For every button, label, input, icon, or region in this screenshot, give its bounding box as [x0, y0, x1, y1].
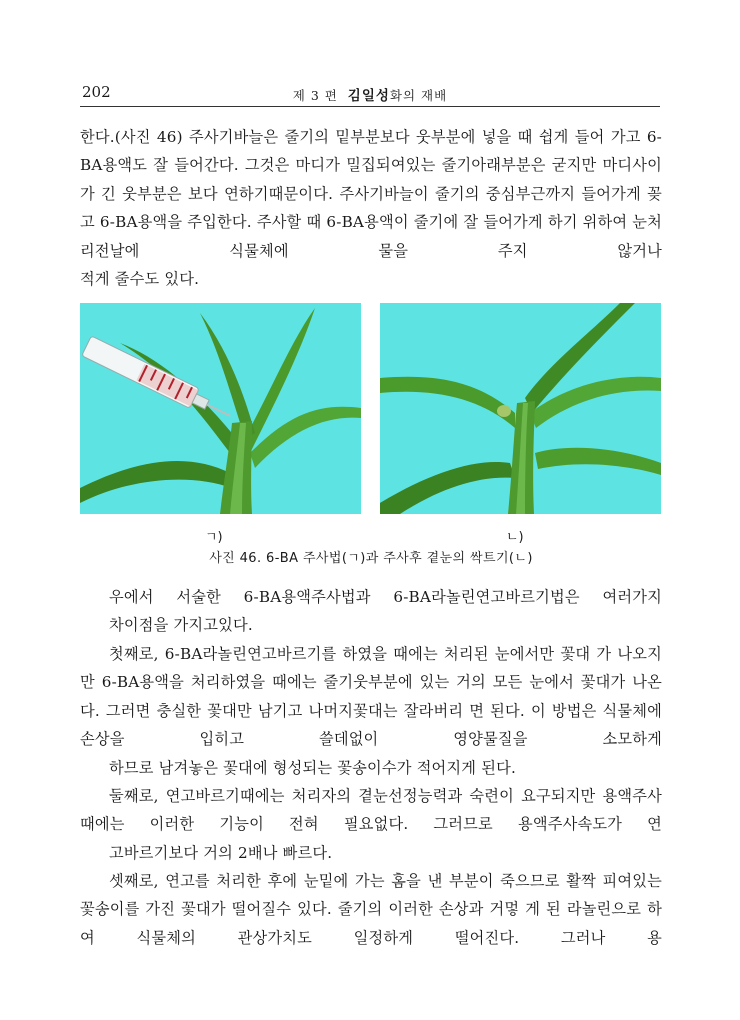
running-title [80, 84, 660, 104]
p5-line-1: 셋째로, 연고를 처리한 후에 눈밑에 가는 홈을 낸 부분이 죽으므로 활짝 [109, 872, 596, 890]
p1-line-6: 적게 줄수도 있다. [80, 270, 200, 289]
p4-line-1: 둘째로, 연고바르기때에는 처리자의 곁눈선정능력과 숙련이 요구되지만 [109, 787, 596, 805]
figure-label-a: ㄱ) [205, 530, 223, 545]
p5-line-2: 피여있는 꽃송이를 가진 꽃대가 떨어질수 있다. 줄기의 이러한 손상과 거멓 [80, 872, 662, 919]
p1-line-3: 굳지만 마디사이가 긴 웃부분은 보다 연하기때문이다. 주사기바늘이 줄기의 [80, 156, 662, 203]
p1-line-4: 중심부근까지 들어가게 꽂고 6-BA용액을 주입한다. 주사할 때 6-BA용액이 [80, 184, 663, 232]
paragraph-4 [80, 782, 662, 867]
p1-line-1: 한다.(사진 46) 주사기바늘은 줄기의 밑부분보다 웃부분에 넣을 때 쉽게 들어 [80, 128, 605, 146]
paragraph-1 [80, 123, 662, 293]
p3-line-2: 가 나오지만 6-BA용액을 처리하였을 때에는 줄기웃부분에 있는 거의 모든 [80, 645, 662, 692]
figure-label-b: ㄴ) [506, 530, 524, 545]
paragraph-5 [80, 867, 662, 952]
p3-line-3: 눈에서 꽃대가 나온다. 그러면 충실한 꽃대만 남기고 나머지꽃대는 잘라버리 [80, 673, 663, 720]
p3-line-4: 면 된다. 이 방법은 식물체에 손상을 입히고 쓸데없이 영양물질을 소모하게 [80, 701, 662, 749]
running-header [80, 80, 660, 107]
photo-injection [80, 303, 361, 514]
p3-line-1: 첫째로, 6-BA라놀린연고바르기를 하였을 때에는 처리된 눈에서만 꽃대 [109, 645, 591, 663]
p5-line-3: 게 된 라놀린으로 하여 식물체의 관상가치도 일정하게 떨어진다. 그러나 용 [80, 900, 662, 947]
title-bold: 김일성 [347, 88, 390, 104]
p3-line-5: 하므로 남겨놓은 꽃대에 형성되는 꽃송이수가 적어지게 된다. [109, 758, 516, 777]
paragraph-3 [80, 640, 662, 782]
page-number: 202 [82, 83, 111, 101]
chapter-label: 제 3 편 [292, 88, 338, 103]
paragraph-2 [80, 583, 662, 640]
title-rest: 화의 재배 [389, 88, 448, 103]
p1-line-5: 줄기에 잘 들어가게 하기 위하여 눈처리전날에 식물체에 물을 주지 않거나 [80, 213, 662, 260]
p1-line-2: 가고 6-BA용액도 잘 들어간다. 그것은 마디가 밀집되여있는 줄기아래부분은 [80, 128, 663, 175]
p2-line-1: 우에서 서술한 6-BA용액주사법과 6-BA라놀린연고바르기법은 여러가지 [109, 588, 662, 606]
p2-line-2: 차이점을 가지고있다. [109, 616, 253, 635]
p4-line-3: 고바르기보다 거의 2배나 빠르다. [109, 843, 333, 862]
p4-line-2: 용액주사때에는 이러한 기능이 전혀 필요없다. 그러므로 용액주사속도가 연 [80, 787, 662, 834]
photo-sprouting [380, 303, 661, 514]
figure-caption: 사진 46. 6-BA 주사법(ㄱ)과 주사후 곁눈의 싹트기(ㄴ) [209, 551, 533, 566]
